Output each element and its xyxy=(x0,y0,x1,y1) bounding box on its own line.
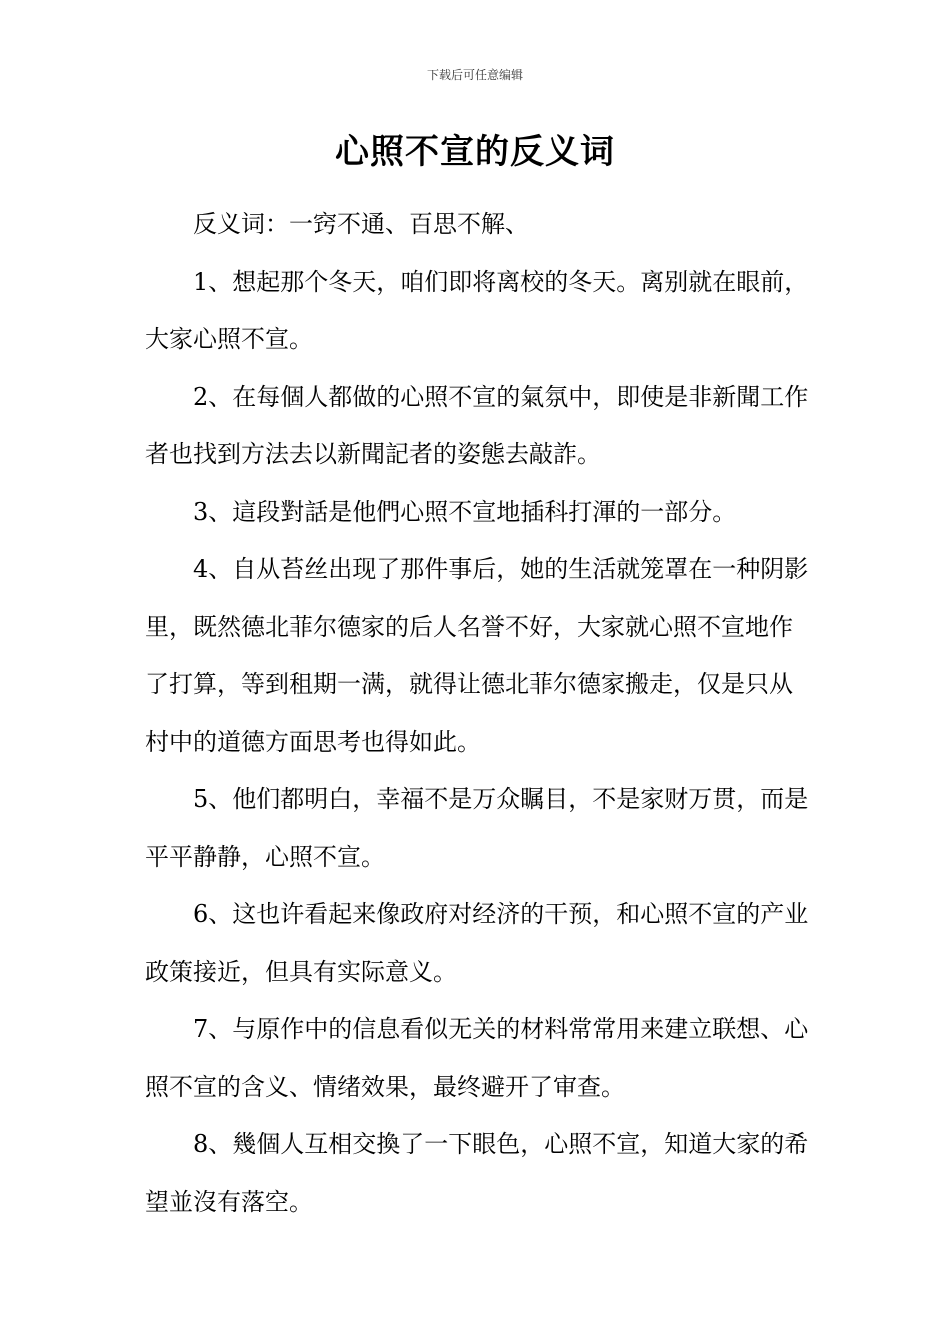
paragraph-line: 反义词：一窍不通、百思不解、 xyxy=(193,210,529,238)
paragraph-line: 4、自从苔丝出现了那件事后，她的生活就笼罩在一种 xyxy=(193,555,761,583)
paragraph-line: 5、他们都明白，幸福不是万众瞩目，不是家财万贯， xyxy=(193,785,761,813)
paragraph-example-7 xyxy=(145,1001,810,1116)
paragraph-line: 阴影里，既然德北菲尔德家的后人名誉不好，大家就心照 xyxy=(145,555,809,641)
paragraph-example-5 xyxy=(145,771,810,886)
paragraph-line: 1、想起那个冬天，咱们即将离校的冬天。离别就在眼 xyxy=(193,267,761,296)
paragraph-antonyms xyxy=(145,196,810,254)
paragraph-line: 6、这也许看起来像政府对经济的干预，和心照不宣的 xyxy=(193,900,761,928)
paragraph-example-3 xyxy=(145,484,810,542)
paragraph-line: 心照不宣的含义、情绪效果，最终避开了审查。 xyxy=(145,1015,809,1101)
paragraph-line: 而是平平静静，心照不宣。 xyxy=(145,785,809,871)
paragraph-line: 2、在每個人都做的心照不宣的氣氛中，即使是非新聞 xyxy=(193,382,761,411)
paragraph-line: 不宣地作了打算，等到租期一满，就得让德北菲尔德家搬 xyxy=(145,612,793,698)
paragraph-line: 前，大家心照不宣。 xyxy=(145,267,809,353)
paragraph-line: 走，仅是只从村中的道德方面思考也得如此。 xyxy=(145,670,793,756)
paragraph-line: 产业政策接近，但具有实际意义。 xyxy=(145,900,809,986)
paragraph-example-8 xyxy=(145,1116,810,1231)
paragraph-line: 工作者也找到方法去以新聞記者的姿態去敲詐。 xyxy=(145,382,809,468)
document-title: 心照不宣的反义词 xyxy=(335,132,615,172)
paragraph-example-2 xyxy=(145,369,810,484)
header-note: 下载后可任意编辑 xyxy=(426,68,523,82)
document-body xyxy=(145,196,810,1231)
paragraph-example-6 xyxy=(145,886,810,1001)
paragraph-example-1 xyxy=(145,254,810,369)
paragraph-line: 7、与原作中的信息看似无关的材料常常用来建立联想、 xyxy=(193,1015,785,1043)
paragraph-line: 3、這段對話是他們心照不宣地插科打渾的一部分。 xyxy=(193,497,737,526)
paragraph-line: 8、幾個人互相交換了一下眼色，心照不宣，知道大家 xyxy=(193,1130,761,1158)
paragraph-example-4 xyxy=(145,541,810,771)
paragraph-line: 的希望並沒有落空。 xyxy=(145,1130,809,1216)
